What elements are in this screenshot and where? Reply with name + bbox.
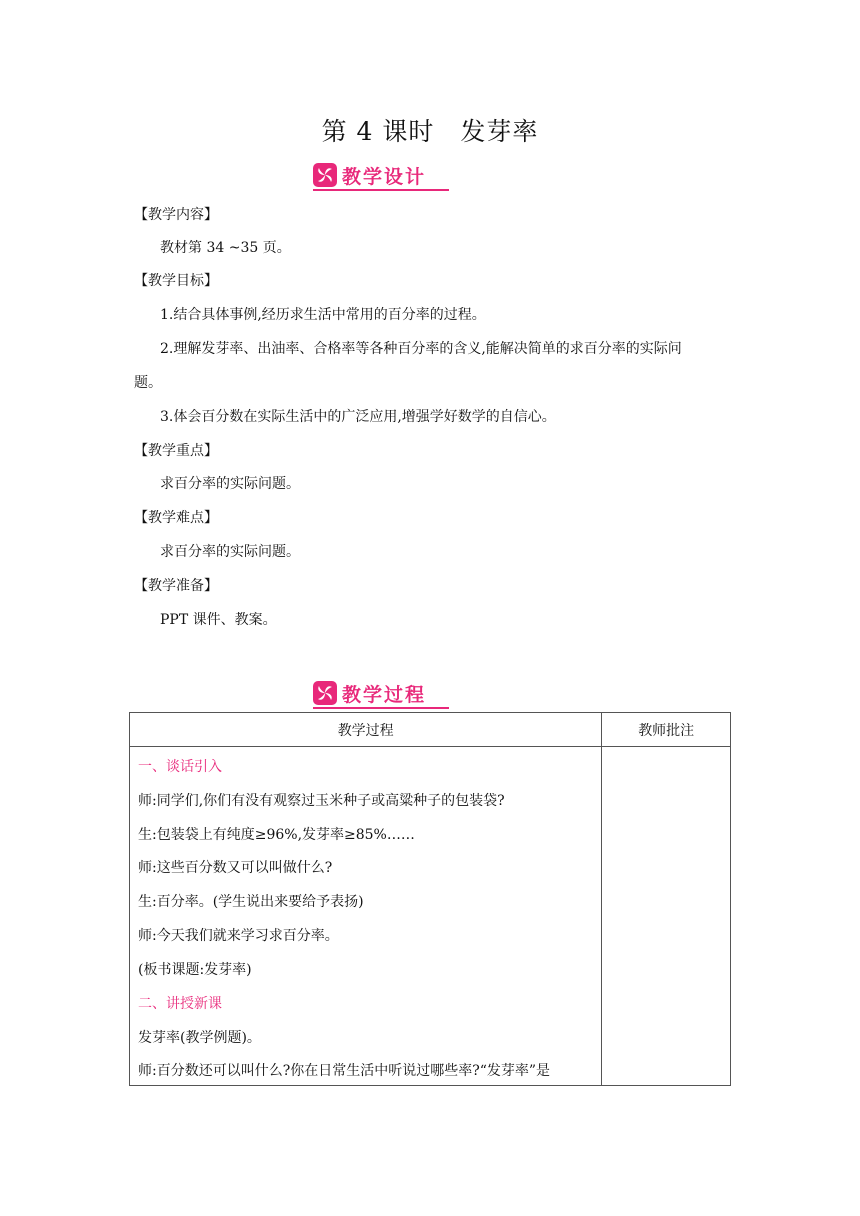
goal-2-line-2: 题。 bbox=[134, 375, 162, 391]
header-notes: 教师批注 bbox=[602, 713, 731, 747]
section-new-lesson-heading: 二、讲授新课 bbox=[138, 996, 222, 1012]
process-cell bbox=[130, 747, 602, 1086]
content-heading: 【教学内容】 bbox=[134, 207, 218, 223]
key-text: 求百分率的实际问题。 bbox=[160, 476, 300, 492]
content-text: 教材第 34 ~35 页。 bbox=[160, 240, 291, 256]
difficult-text: 求百分率的实际问题。 bbox=[160, 544, 300, 560]
difficult-heading: 【教学难点】 bbox=[134, 510, 218, 526]
table-header-row bbox=[130, 713, 731, 747]
banner-title: 教学过程 bbox=[342, 683, 427, 706]
process-line: 生:百分率。(学生说出来要给予表扬) bbox=[138, 894, 364, 910]
goal-3: 3.体会百分数在实际生活中的广泛应用,增强学好数学的自信心。 bbox=[160, 409, 556, 425]
goals-heading: 【教学目标】 bbox=[134, 273, 218, 289]
notes-cell bbox=[602, 747, 731, 1086]
process-line: 师:这些百分数又可以叫做什么? bbox=[138, 860, 333, 876]
lesson-topic: 发芽率 bbox=[460, 117, 539, 146]
process-line: 发芽率(教学例题)。 bbox=[138, 1030, 261, 1046]
process-line: 师:同学们,你们有没有观察过玉米种子或高粱种子的包装袋? bbox=[138, 793, 505, 809]
pinwheel-logo-icon bbox=[313, 163, 337, 187]
pinwheel-logo-icon bbox=[313, 681, 337, 705]
page-title bbox=[0, 112, 860, 148]
table-row bbox=[130, 747, 731, 1086]
process-table bbox=[129, 712, 731, 1086]
goal-2-line-1: 2.理解发芽率、出油率、合格率等各种百分率的含义,能解决简单的求百分率的实际问 bbox=[160, 341, 682, 357]
teaching-process-banner bbox=[313, 679, 426, 707]
banner-title: 教学设计 bbox=[342, 165, 427, 188]
process-line: 师:百分数还可以叫什么?你在日常生活中听说过哪些率?“发芽率”是 bbox=[138, 1063, 551, 1079]
header-process: 教学过程 bbox=[130, 713, 602, 747]
process-line: 师:今天我们就来学习求百分率。 bbox=[138, 928, 339, 944]
key-heading: 【教学重点】 bbox=[134, 443, 218, 459]
prep-heading: 【教学准备】 bbox=[134, 578, 218, 594]
teaching-design-banner bbox=[313, 161, 426, 189]
prep-text: PPT 课件、教案。 bbox=[160, 612, 277, 628]
process-line: (板书课题:发芽率) bbox=[138, 962, 252, 978]
goal-1: 1.结合具体事例,经历求生活中常用的百分率的过程。 bbox=[160, 307, 486, 323]
process-line: 生:包装袋上有纯度≥96%,发芽率≥85%…… bbox=[138, 827, 415, 843]
lesson-number: 第 4 课时 bbox=[321, 117, 435, 146]
section-intro-heading: 一、谈话引入 bbox=[138, 759, 222, 775]
